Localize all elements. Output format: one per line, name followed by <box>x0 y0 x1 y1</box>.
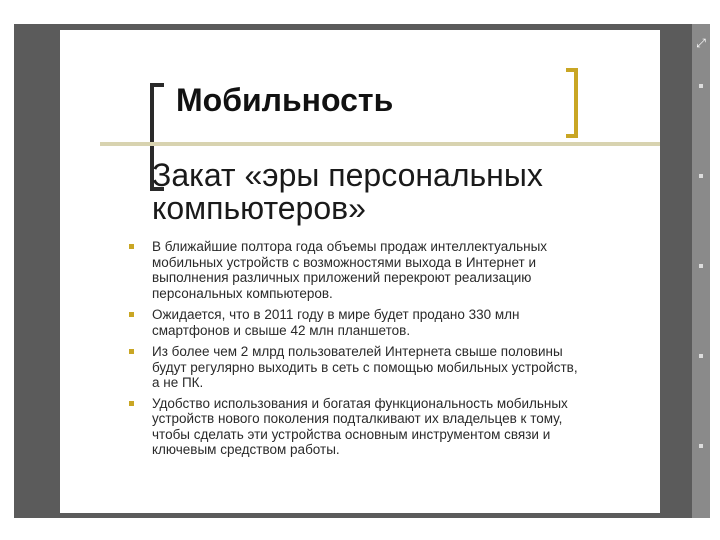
bullet-item <box>128 239 588 301</box>
square-bullet-icon <box>129 349 134 354</box>
square-bullet-icon <box>129 244 134 249</box>
side-scroll-strip[interactable] <box>692 24 710 518</box>
bullet-list <box>128 239 588 464</box>
slide-title: Мобильность <box>176 82 394 118</box>
bullet-text: Ожидается, что в 2011 году в мире будет продано 330 млн смартфонов и свыше 42 млн планшетов. <box>152 307 520 338</box>
expand-icon[interactable]: ⤢ <box>696 36 706 50</box>
strip-marker <box>699 174 703 178</box>
square-bullet-icon <box>129 312 134 317</box>
bullet-item <box>128 396 588 458</box>
bullet-text: Из более чем 2 млрд пользователей Интернета свыше половины будут регулярно выходить в сеть с помощью мобильных устройств, а не ПК. <box>152 344 578 390</box>
right-bracket-decoration <box>566 68 578 138</box>
bullet-text: Удобство использования и богатая функциональность мобильных устройств нового поколения подталкивают их владельцев к тому, чтобы сделать эти устройства основным инструментом связи и ключевым средством работы. <box>152 395 568 457</box>
strip-marker <box>699 444 703 448</box>
title-rule <box>100 142 660 146</box>
slide-subtitle: Закат «эры персональных компьютеров» <box>152 157 543 226</box>
bullet-item <box>128 307 588 338</box>
strip-marker <box>699 354 703 358</box>
bullet-text: В ближайшие полтора года объемы продаж интеллектуальных мобильных устройств с возможностями выхода в Интернет и выполнения различных приложений перекроют реализацию персональных компьютеров. <box>152 239 548 301</box>
strip-marker <box>699 84 703 88</box>
slide <box>60 30 660 513</box>
square-bullet-icon <box>129 401 134 406</box>
strip-marker <box>699 264 703 268</box>
bullet-item <box>128 344 588 391</box>
